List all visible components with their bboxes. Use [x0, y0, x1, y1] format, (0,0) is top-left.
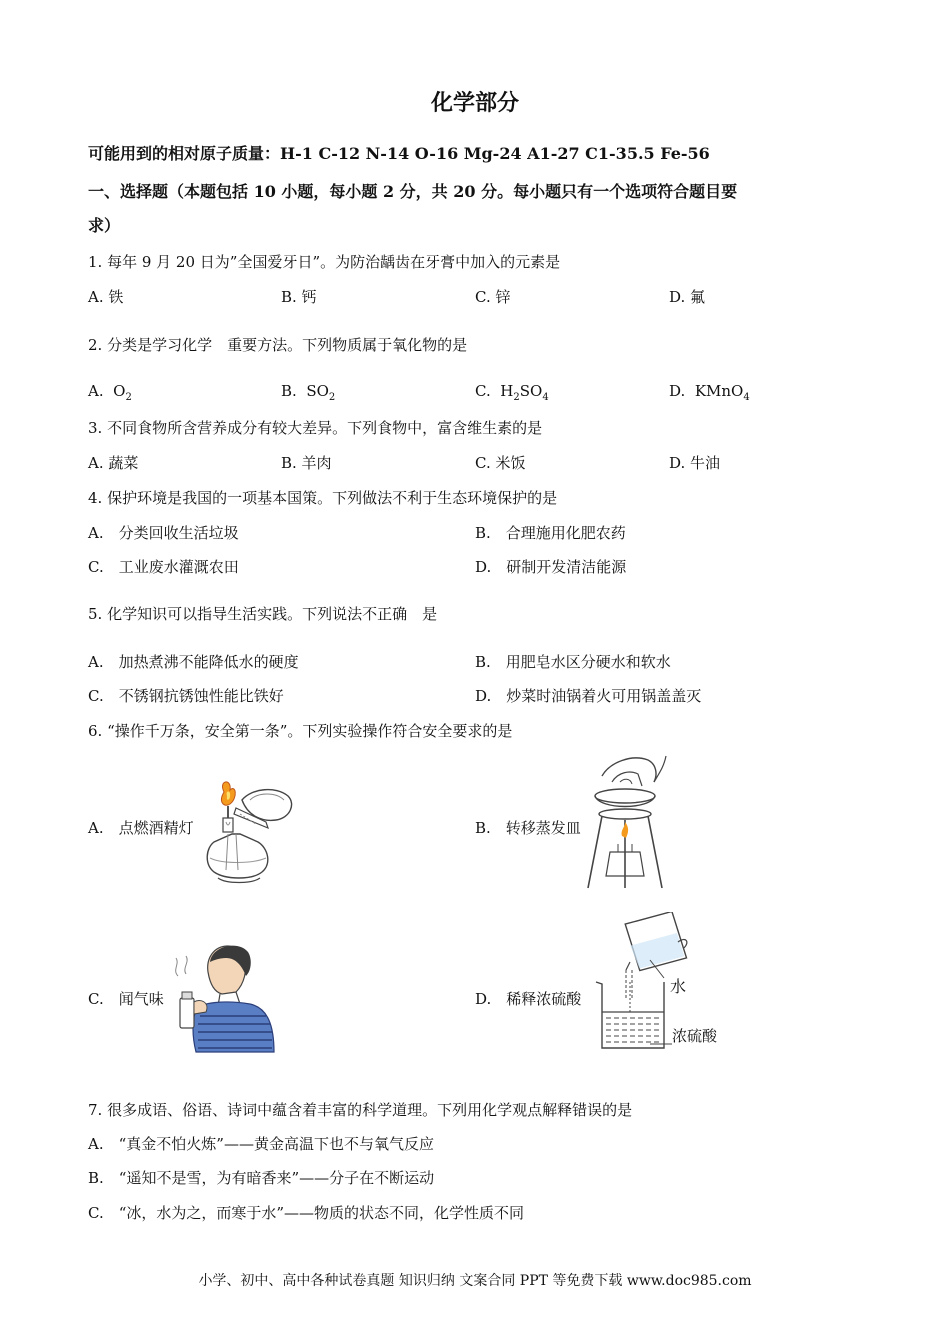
dilute-acid-figure — [590, 912, 740, 1058]
page-footer: 小学、初中、高中各种试卷真题 知识归纳 文案合同 PPT 等免费下载 www.doc985.com — [198, 1273, 752, 1289]
acid-label: 浓硫酸 — [672, 1027, 718, 1045]
alcohol-lamp-figure — [196, 778, 308, 888]
q1-option-b: B. 钙 — [281, 288, 317, 306]
q3-stem: 3. 不同食物所含营养成分有较大差异。下列食物中，富含维生素的是 — [88, 419, 543, 437]
q3-option-a: A. 蔬菜 — [88, 454, 139, 472]
atomic-masses: 可能用到的相对原子质量：H-1 C-12 N-14 O-16 Mg-24 A1-27 C1-35.5 Fe-56 — [88, 144, 710, 163]
q5-option-b: B. 用肥皂水区分硬水和软水 — [475, 653, 671, 671]
q2-stem: 2. 分类是学习化学 重要方法。下列物质属于氧化物的是 — [88, 336, 468, 354]
page-title: 化学部分 — [430, 91, 519, 116]
q4-option-d: D. 研制开发清洁能源 — [475, 558, 627, 576]
q1-option-c: C. 锌 — [475, 288, 511, 306]
q6-option-a: A. 点燃酒精灯 — [88, 819, 194, 837]
q7-stem: 7. 很多成语、俗语、诗词中蕴含着丰富的科学道理。下列用化学观点解释错误的是 — [88, 1101, 633, 1119]
q7-option-c: C. “冰，水为之，而寒于水”——物质的状态不同，化学性质不同 — [88, 1204, 525, 1222]
q2-option-a: A. $O_2$ — [88, 382, 132, 403]
q7-option-a: A. “真金不怕火炼”——黄金高温下也不与氧气反应 — [88, 1135, 434, 1153]
q5-option-d: D. 炒菜时油锅着火可用锅盖盖灭 — [475, 687, 702, 705]
q5-option-a: A. 加热煮沸不能降低水的硬度 — [88, 653, 299, 671]
q1-option-d: D. 氟 — [669, 288, 706, 306]
evaporating-dish-figure — [580, 752, 670, 894]
q4-option-a: A. 分类回收生活垃圾 — [88, 524, 239, 542]
q4-option-c: C. 工业废水灌溉农田 — [88, 558, 239, 576]
water-label: 水 — [670, 977, 687, 996]
q3-option-b: B. 羊肉 — [281, 454, 332, 472]
q6-option-c: C. 闻气味 — [88, 990, 164, 1008]
q3-option-c: C. 米饭 — [475, 454, 526, 472]
section-heading-line1: 一、选择题（本题包括 10 小题，每小题 2 分，共 20 分。每小题只有一个选项符合题目要 — [88, 182, 738, 201]
q1-stem: 1. 每年 9 月 20 日为”全国爱牙日”。为防治龋齿在牙膏中加入的元素是 — [88, 253, 561, 271]
smelling-gas-figure — [170, 940, 278, 1056]
section-heading-line2: 求） — [88, 216, 121, 235]
q6-option-b: B. 转移蒸发皿 — [475, 819, 581, 837]
q2-option-b: B. $SO_2$ — [281, 382, 336, 403]
q6-option-d: D. 稀释浓硫酸 — [475, 990, 582, 1008]
q6-stem: 6. “操作千万条，安全第一条”。下列实验操作符合安全要求的是 — [88, 722, 513, 740]
q3-option-d: D. 牛油 — [669, 454, 721, 472]
q1-option-a: A. 铁 — [88, 288, 124, 306]
q2-option-c: C. $H_2SO_4$ — [475, 382, 549, 403]
q2-option-d: D. KMnO$_4$ — [669, 382, 750, 403]
q5-option-c: C. 不锈钢抗锈蚀性能比铁好 — [88, 687, 284, 705]
q4-option-b: B. 合理施用化肥农药 — [475, 524, 626, 542]
q5-stem: 5. 化学知识可以指导生活实践。下列说法不正确 是 — [88, 605, 438, 623]
q7-option-b: B. “遥知不是雪，为有暗香来”——分子在不断运动 — [88, 1169, 435, 1187]
q4-stem: 4. 保护环境是我国的一项基本国策。下列做法不利于生态环境保护的是 — [88, 489, 558, 507]
